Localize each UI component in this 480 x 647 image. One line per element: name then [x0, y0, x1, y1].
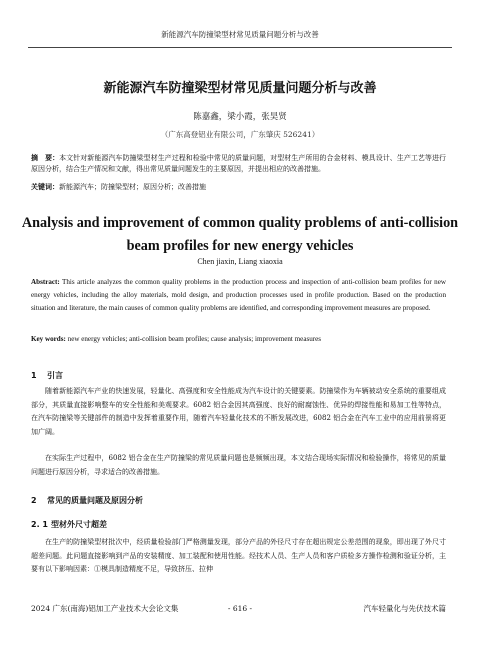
running-header: 新能源汽车防撞梁型材常见质量问题分析与改善 — [161, 30, 319, 39]
section-2-number: 2 — [31, 496, 37, 505]
footer-section: 汽车轻量化与先伏技术篇 — [363, 604, 446, 613]
chinese-keywords-text: 新能源汽车；防撞梁型材；原因分析；改善措施 — [59, 183, 206, 191]
section-2-1-paragraph-1: 在生产的防撞梁型材批次中，经质量检验部门严格测量发现，部分产品的外径尺寸存在超出规定公差范围的现象，即出现了外尺寸超差问题。此问题直接影响到产品的安装精度、加工装配和使用性能。经技术人员、生产人员和客户质检多方操作检测和验证分析，主要有以下影响因素：①模具制造精度不足，导致挤压、拉伸 — [31, 538, 446, 573]
chinese-abstract — [31, 153, 446, 175]
chinese-keywords — [31, 182, 446, 192]
english-title: Analysis and improvement of common quality problems of anti-collision beam profiles for new energy vehicles — [21, 215, 459, 254]
section-2-heading — [31, 496, 143, 506]
section-2-title: 常见的质量问题及原因分析 — [47, 496, 143, 505]
english-abstract — [31, 276, 446, 315]
english-keywords-label: Key words: — [31, 335, 66, 343]
section-1-title: 引言 — [47, 371, 63, 380]
chinese-authors: 陈嘉鑫，梁小霞，张昊贤 — [193, 112, 287, 122]
section-1-paragraph-1: 随着新能源汽车产业的快速发展，轻量化、高强度和安全性能成为汽车设计的关键要素。防撞梁作为车辆被动安全系统的重要组成部分，其质量直接影响整车的安全性能和美观要求。6082 铝合金因其高强度、良好的耐腐蚀性、优异的焊接性能和易加工性等特点，在汽车防撞梁等关键部件的制造中发挥着重要作用，随着汽车轻量化技术的不断发展改进，6082 铝合金在汽车工业中的应用前景将更加广阔。 — [31, 387, 446, 436]
section-2-1-title: 型材外尺寸超差 — [51, 520, 107, 529]
section-1-number: 1 — [31, 371, 37, 380]
english-keywords — [31, 334, 446, 344]
english-abstract-text: This article analyzes the common quality problems in the production process and inspection of anti-collision beam profiles for new energy vehicles, including the alloy materials, mold design, and production processes used in profile production. Based on the production situation and literature, the main causes of common quality problems are identified, and corresponding improvement measures are proposed. — [31, 278, 446, 312]
english-authors: Chen jiaxin, Liang xiaoxia — [197, 257, 283, 266]
chinese-affiliation: （广东高登铝业有限公司，广东肇庆 526241） — [160, 130, 320, 139]
footer-page-number: - 616 - — [227, 604, 253, 613]
chinese-keywords-label: 关键词： — [31, 183, 59, 191]
section-1-paragraph-2: 在实际生产过程中，6082 铝合金在生产防撞梁的常见质量问题也是频频出现，本文结合现场实际情况和检验操作，将常见的质量问题进行原因分析，寻求适合的改善措施。 — [31, 454, 446, 476]
chinese-title: 新能源汽车防撞梁型材常见质量问题分析与改善 — [103, 81, 377, 96]
footer-proceedings: 2024 广东(南海)铝加工产业技术大会论文集 — [31, 604, 179, 613]
section-2-1-number: 2. 1 — [31, 520, 48, 529]
section-2-1-heading — [31, 520, 107, 530]
chinese-abstract-text: 本文针对新能源汽车防撞梁型材生产过程和检验中常见的质量问题，对型材生产所用的合金材料、模具设计、生产工艺等进行原因分析，结合生产情况和文献，得出常见质量问题发生的主要原因，并提出相应的改善措施。 — [31, 154, 447, 173]
chinese-abstract-label: 摘 要： — [31, 154, 60, 162]
english-abstract-label: Abstract: — [31, 278, 60, 286]
english-keywords-text: new energy vehicles; anti-collision beam profiles; cause analysis; improvement measures — [65, 335, 322, 343]
header-rule — [28, 47, 452, 48]
section-1-heading — [31, 371, 63, 381]
